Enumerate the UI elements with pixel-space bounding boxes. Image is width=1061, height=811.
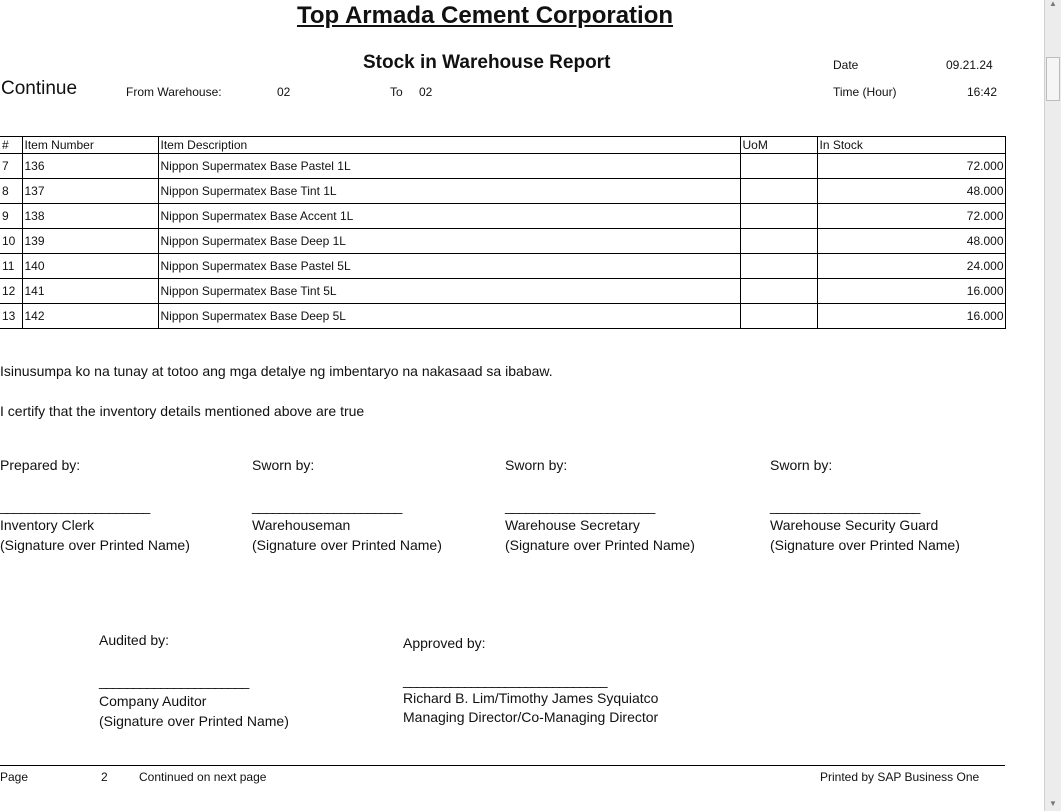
sworn-signature-block-3 <box>770 515 960 555</box>
cell-in-stock: 16.000 <box>817 304 1005 329</box>
scroll-thumb[interactable] <box>1046 57 1060 101</box>
cell-item-description: Nippon Supermatex Base Accent 1L <box>158 204 740 229</box>
col-header-in-stock: In Stock <box>817 137 1005 154</box>
col-header-item-description: Item Description <box>158 137 740 154</box>
vertical-scrollbar[interactable] <box>1044 0 1061 811</box>
table-row <box>0 154 1005 179</box>
sworn-role-3: Warehouse Security Guard <box>770 517 939 533</box>
sworn-sig-note-1: (Signature over Printed Name) <box>252 537 442 553</box>
cell-item-description: Nippon Supermatex Base Tint 1L <box>158 179 740 204</box>
time-label: Time (Hour) <box>833 85 897 99</box>
audited-signature-block <box>99 691 289 731</box>
cell-row-number: 12 <box>0 279 22 304</box>
cell-item-number: 136 <box>22 154 158 179</box>
sworn-signature-line-2: ______________________ <box>505 498 655 514</box>
cell-in-stock: 24.000 <box>817 254 1005 279</box>
table-row <box>0 229 1005 254</box>
to-value: 02 <box>419 85 433 99</box>
cell-item-number: 140 <box>22 254 158 279</box>
approved-name: Richard B. Lim/Timothy James Syquiatco <box>403 690 659 706</box>
arrow-down-icon[interactable]: ▼ <box>1049 799 1057 808</box>
approved-by-label: Approved by: <box>403 635 486 651</box>
sworn-role-2: Warehouse Secretary <box>505 517 640 533</box>
sworn-by-label-1: Sworn by: <box>252 457 315 473</box>
printed-by: Printed by SAP Business One <box>820 770 980 784</box>
cell-item-description: Nippon Supermatex Base Tint 5L <box>158 279 740 304</box>
report-title: Stock in Warehouse Report <box>363 52 611 73</box>
cell-in-stock: 72.000 <box>817 154 1005 179</box>
table-header-row <box>0 137 1005 154</box>
cell-row-number: 9 <box>0 204 22 229</box>
cell-row-number: 7 <box>0 154 22 179</box>
sworn-signature-block-1 <box>252 515 442 555</box>
cell-row-number: 8 <box>0 179 22 204</box>
audited-role: Company Auditor <box>99 693 207 709</box>
sworn-by-label-2: Sworn by: <box>505 457 568 473</box>
from-warehouse-label: From Warehouse: <box>126 85 222 99</box>
table-row <box>0 179 1005 204</box>
cell-item-description: Nippon Supermatex Base Pastel 5L <box>158 254 740 279</box>
table-row <box>0 304 1005 329</box>
col-header-item-number: Item Number <box>22 137 158 154</box>
sworn-signature-line-1: ______________________ <box>252 498 402 514</box>
stock-table <box>0 136 1006 329</box>
continue-label: Continue <box>1 78 78 99</box>
continued-note: Continued on next page <box>139 770 267 784</box>
cell-uom <box>740 154 817 179</box>
prepared-signature-block <box>0 515 190 555</box>
prepared-signature-line: ______________________ <box>0 498 150 514</box>
prepared-sig-note: (Signature over Printed Name) <box>0 537 190 553</box>
sworn-signature-block-2 <box>505 515 695 555</box>
cell-item-description: Nippon Supermatex Base Deep 1L <box>158 229 740 254</box>
cell-item-number: 142 <box>22 304 158 329</box>
approved-signature-line: ______________________________ <box>403 672 607 688</box>
approved-title: Managing Director/Co-Managing Director <box>403 709 659 725</box>
page-label: Page <box>0 770 29 784</box>
sworn-by-label-3: Sworn by: <box>770 457 833 473</box>
cell-item-number: 139 <box>22 229 158 254</box>
sworn-sig-note-2: (Signature over Printed Name) <box>505 537 695 553</box>
cell-uom <box>740 179 817 204</box>
prepared-role: Inventory Clerk <box>0 517 95 533</box>
cell-row-number: 10 <box>0 229 22 254</box>
cell-in-stock: 72.000 <box>817 204 1005 229</box>
audited-signature-line: ______________________ <box>99 673 249 689</box>
cell-uom <box>740 254 817 279</box>
cell-row-number: 13 <box>0 304 22 329</box>
sworn-signature-line-3: ______________________ <box>770 498 920 514</box>
table-row <box>0 279 1005 304</box>
cell-in-stock: 48.000 <box>817 179 1005 204</box>
col-header-number: # <box>0 137 22 154</box>
to-label: To <box>390 85 403 99</box>
cell-uom <box>740 204 817 229</box>
from-warehouse-value: 02 <box>277 85 291 99</box>
sworn-sig-note-3: (Signature over Printed Name) <box>770 537 960 553</box>
company-name: Top Armada Cement Corporation <box>297 2 674 29</box>
prepared-by-label: Prepared by: <box>0 457 81 473</box>
cell-item-description: Nippon Supermatex Base Pastel 1L <box>158 154 740 179</box>
table-row <box>0 204 1005 229</box>
sworn-role-1: Warehouseman <box>252 517 351 533</box>
cell-item-number: 138 <box>22 204 158 229</box>
approved-signature-block <box>403 689 658 727</box>
page-number: 2 <box>101 770 108 784</box>
certification-tagalog: Isinusumpa ko na tunay at totoo ang mga detalye ng imbentaryo na nakasaad sa ibabaw. <box>0 363 553 379</box>
audited-by-label: Audited by: <box>99 632 170 648</box>
cell-in-stock: 48.000 <box>817 229 1005 254</box>
audited-sig-note: (Signature over Printed Name) <box>99 713 289 729</box>
cell-item-number: 141 <box>22 279 158 304</box>
table-row <box>0 254 1005 279</box>
date-value: 09.21.24 <box>946 58 993 72</box>
cell-item-number: 137 <box>22 179 158 204</box>
footer-divider <box>0 765 1005 766</box>
cell-uom <box>740 279 817 304</box>
cell-uom <box>740 229 817 254</box>
col-header-uom: UoM <box>740 137 817 154</box>
cell-uom <box>740 304 817 329</box>
arrow-up-icon[interactable]: ▲ <box>1047 0 1059 8</box>
time-value: 16:42 <box>967 85 998 99</box>
cell-in-stock: 16.000 <box>817 279 1005 304</box>
certification-english: I certify that the inventory details mentioned above are true <box>0 403 365 419</box>
cell-item-description: Nippon Supermatex Base Deep 5L <box>158 304 740 329</box>
date-label: Date <box>833 58 859 72</box>
cell-row-number: 11 <box>0 254 22 279</box>
